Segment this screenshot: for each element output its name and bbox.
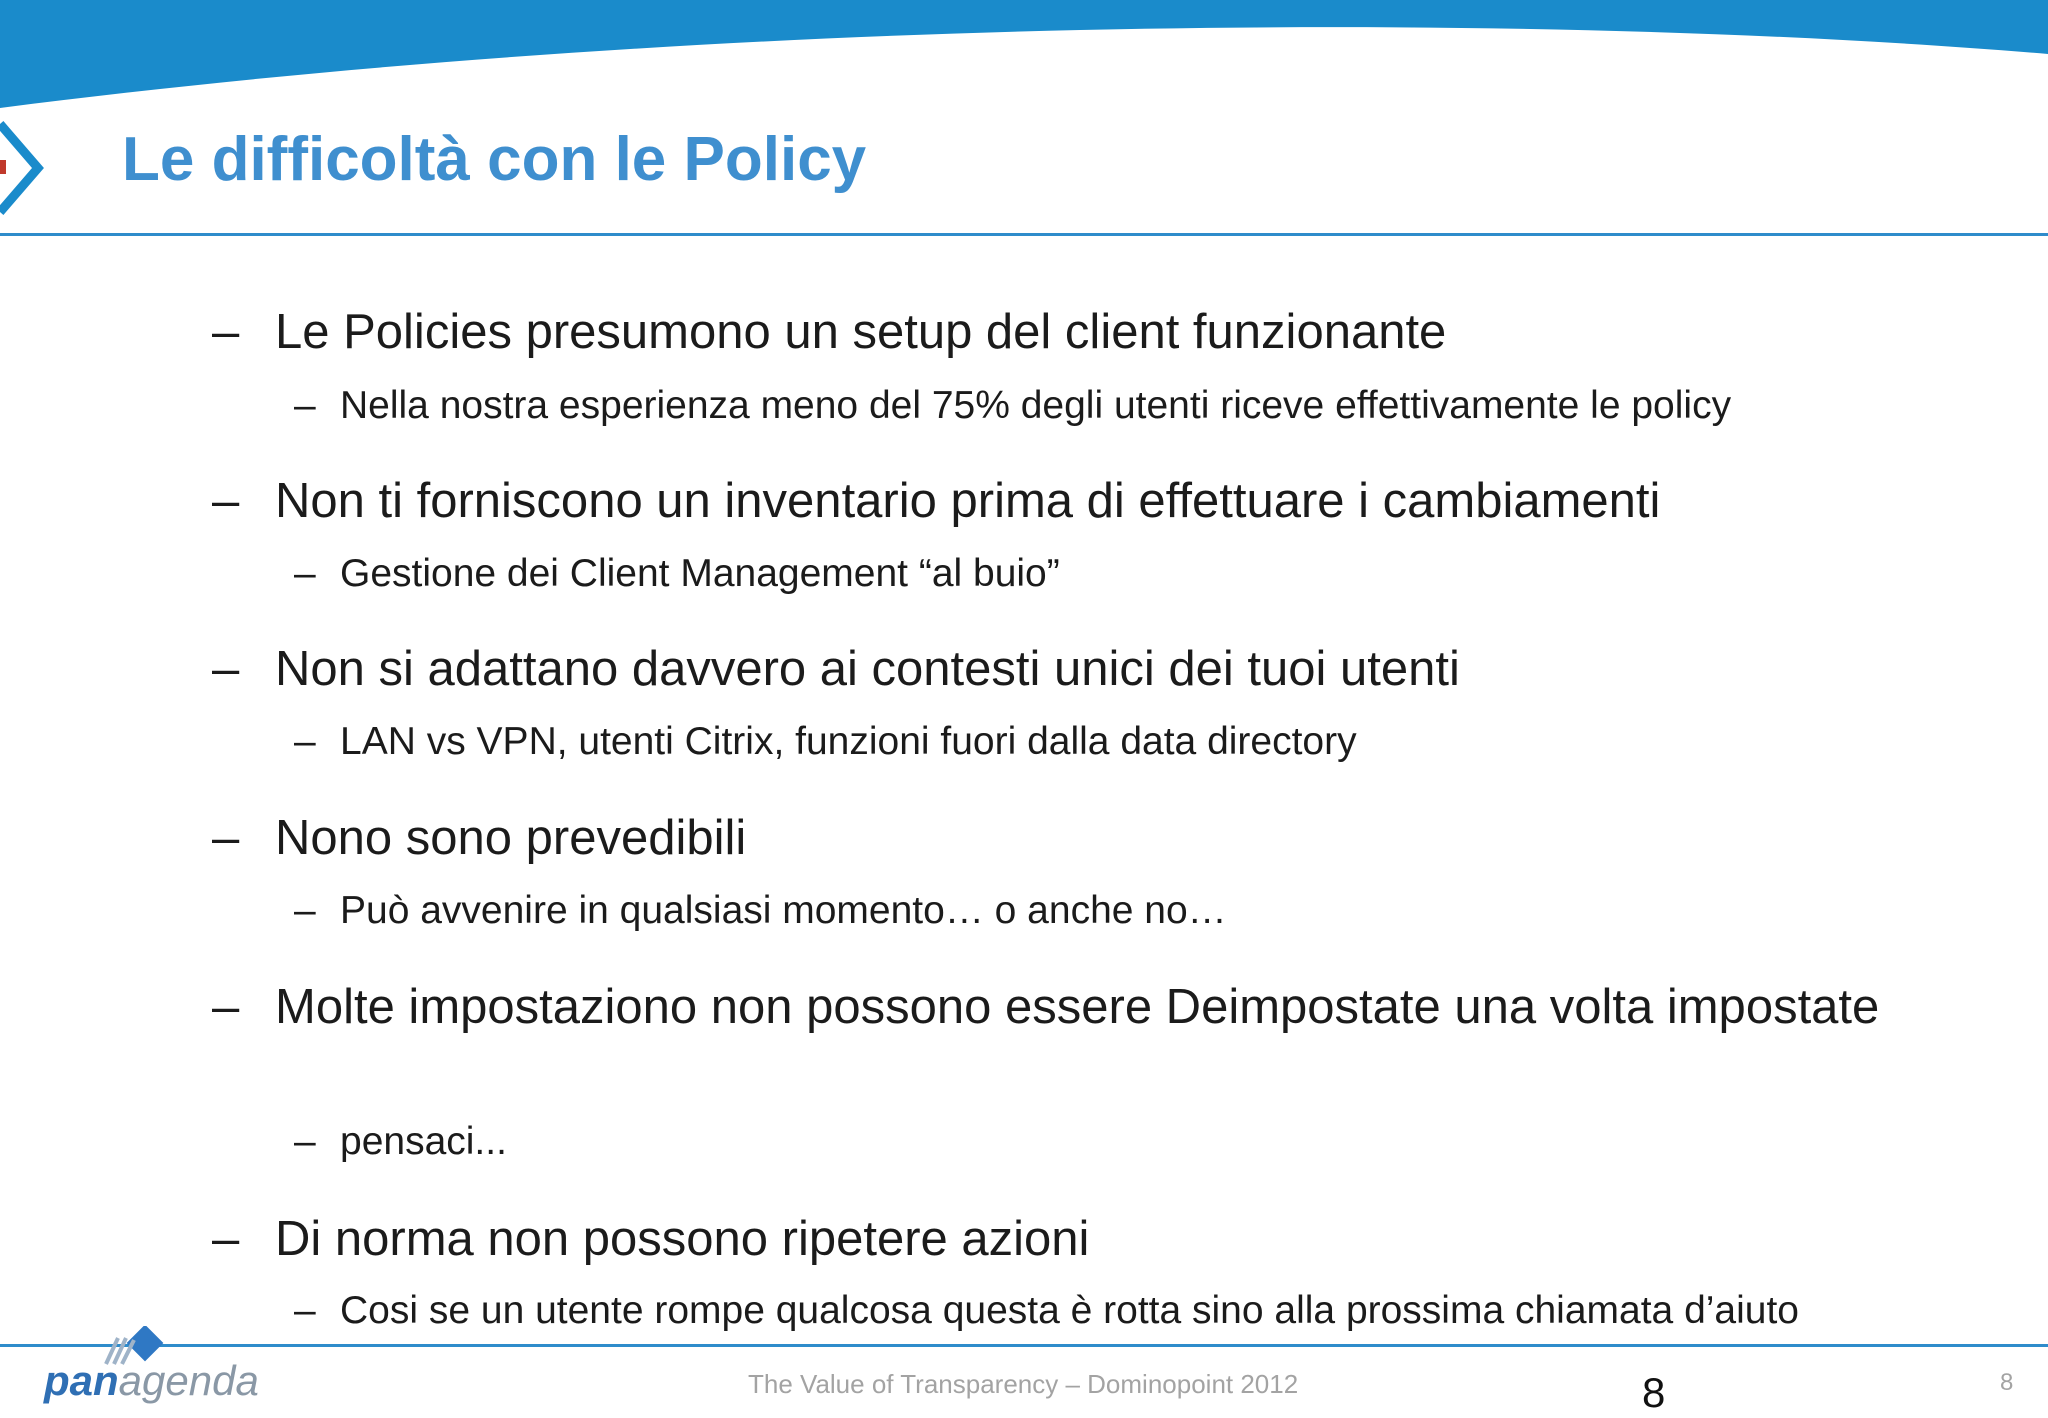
bullet-text: Le Policies presumono un setup del client funzionante [275, 305, 1447, 359]
sub-bullet-dash: – [294, 552, 316, 595]
page-number-small: 8 [2000, 1369, 2014, 1396]
sub-bullet-text: Può avvenire in qualsiasi momento… o anche no… [340, 889, 1227, 932]
sub-bullet-text: Nella nostra esperienza meno del 75% degli utenti riceve effettivamente le policy [340, 384, 1732, 427]
sub-bullet-text: Cosi se un utente rompe qualcosa questa è rotta sino alla prossima chiamata d’aiuto [340, 1289, 1799, 1332]
sub-bullet-text: pensaci... [340, 1120, 507, 1163]
sub-bullet-dash: – [294, 720, 316, 763]
bullet-dash: – [212, 811, 240, 865]
title-chevron-icon [0, 120, 46, 216]
bullet-sub [294, 1118, 1994, 1166]
bullet-text: Di norma non possono ripetere azioni [275, 1212, 1090, 1266]
page-number-large: 8 [1642, 1369, 1666, 1416]
bullet-text: Non si adattano davvero ai contesti unici dei tuoi utenti [275, 642, 1460, 696]
bullet-dash: – [212, 980, 240, 1034]
bullet-text: Nono sono prevedibili [275, 811, 747, 865]
logo-pan-text: pan [44, 1357, 119, 1404]
bullet-main [212, 303, 1892, 361]
bullet-dash: – [212, 474, 240, 528]
bullet-text: Molte impostaziono non possono essere Deimpostate una volta impostate [275, 980, 1880, 1034]
top-banner [0, 0, 2048, 120]
bullet-dash: – [212, 642, 240, 696]
logo-agenda-text: agenda [118, 1357, 259, 1404]
footer-caption: The Value of Transparency – Dominopoint 2012 [748, 1369, 1299, 1399]
sub-bullet-dash: – [294, 1120, 316, 1163]
sub-bullet-text: Gestione dei Client Management “al buio” [340, 552, 1060, 595]
bullet-sub [294, 382, 1994, 430]
sub-bullet-text: LAN vs VPN, utenti Citrix, funzioni fuori dalla data directory [340, 720, 1357, 763]
slide-title: Le difficoltà con le Policy [122, 125, 867, 194]
footer-divider [0, 1344, 2048, 1347]
bullet-main [212, 809, 1892, 867]
bullet-main [212, 978, 1892, 1036]
bullet-main [212, 640, 1892, 698]
bullet-main [212, 1210, 1892, 1268]
panagenda-logo [44, 1356, 259, 1406]
bullet-text: Non ti forniscono un inventario prima di effettuare i cambiamenti [275, 474, 1661, 528]
bullet-sub [294, 718, 1994, 766]
bullet-sub [294, 550, 1994, 598]
bullet-dash: – [212, 1212, 240, 1266]
bullet-dash: – [212, 305, 240, 359]
bullet-sub [294, 887, 1994, 935]
bullet-main [212, 472, 1892, 530]
bullet-sub [294, 1287, 1994, 1335]
sub-bullet-dash: – [294, 1289, 316, 1332]
sub-bullet-dash: – [294, 889, 316, 932]
title-divider [0, 233, 2048, 236]
sub-bullet-dash: – [294, 384, 316, 427]
